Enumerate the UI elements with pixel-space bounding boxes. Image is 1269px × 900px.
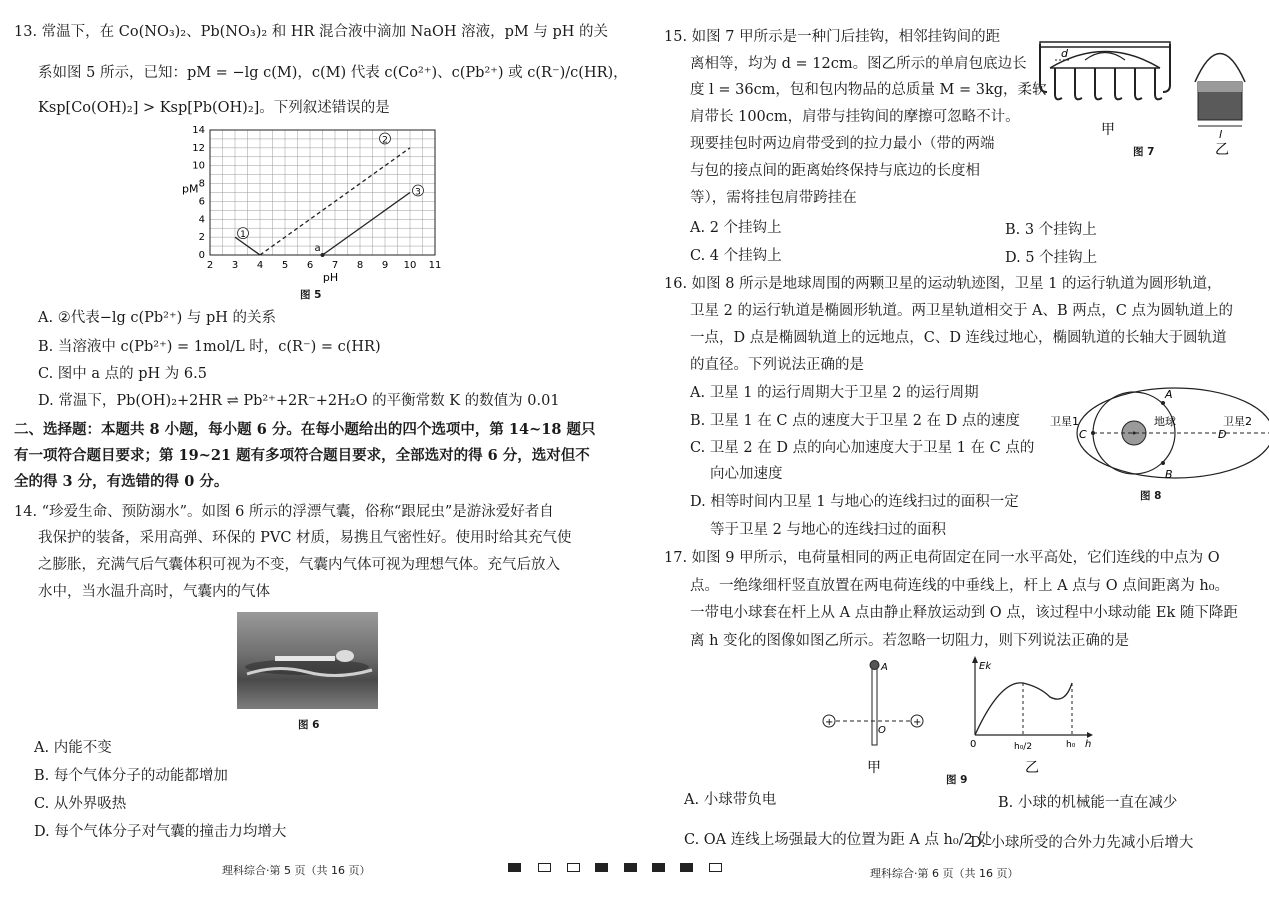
series-line-3 bbox=[323, 193, 411, 256]
point-c-label: C bbox=[1079, 428, 1087, 441]
x-tick-label: 6 bbox=[306, 260, 314, 271]
annotation-point-a bbox=[321, 253, 325, 257]
fig7-yi-label: 乙 bbox=[1215, 142, 1229, 158]
section2-line3: 全的得 3 分，有选错的得 0 分。 bbox=[14, 473, 229, 490]
page-marker-7 bbox=[680, 863, 693, 872]
x-tick-label: 11 bbox=[428, 260, 442, 271]
fig9-yi-energy-graph bbox=[965, 655, 1095, 785]
page-marker-4 bbox=[595, 863, 608, 872]
h-axis-label: h bbox=[1085, 739, 1092, 750]
q17-option-a: A. 小球带负电 bbox=[684, 792, 777, 808]
h0-label: h₀ bbox=[1066, 740, 1076, 750]
q16-line2: 卫星 2 的运行轨道是椭圆形轨道。两卫星轨道相交于 A、B 两点，C 点为圆轨道上的 bbox=[690, 303, 1233, 319]
fig9-jia-label: 甲 bbox=[867, 760, 881, 776]
q15-option-b: B. 3 个挂钩上 bbox=[1005, 222, 1097, 238]
y-tick-label: 14 bbox=[192, 125, 205, 136]
q14-line3: 之膨胀，充满气后气囊体积可视为不变，气囊内气体可视为理想气体。充气后放入 bbox=[38, 557, 560, 573]
q17-option-d: D. 小球所受的合外力先减小后增大 bbox=[970, 835, 1194, 851]
q17-option-b: B. 小球的机械能一直在减少 bbox=[998, 795, 1178, 811]
q17-line4: 离 h 变化的图像如图乙所示。若忽略一切阻力，则下列说法正确的是 bbox=[690, 633, 1130, 649]
footer-page5: 理科综合·第 5 页（共 16 页） bbox=[222, 864, 371, 877]
q15-line4: 肩带长 100cm，肩带与挂钩间的摩擦可忽略不计。 bbox=[690, 109, 1020, 125]
q15-line1: 15. 如图 7 甲所示是一种门后挂钩，相邻挂钩间的距 bbox=[664, 29, 1001, 45]
q13-option-d: D. 常温下，Pb(OH)₂+2HR ⇌ Pb²⁺+2R⁻+2H₂O 的平衡常数 K 的数值为 0.01 bbox=[38, 393, 560, 409]
q16-option-a: A. 卫星 1 的运行周期大于卫星 2 的运行周期 bbox=[690, 385, 979, 401]
page-marker-2 bbox=[538, 863, 551, 872]
h0-half-label: h₀/2 bbox=[1014, 742, 1033, 752]
q16-option-c1: C. 卫星 2 在 D 点的向心加速度大于卫星 1 在 C 点的 bbox=[690, 440, 1035, 456]
q17-option-c: C. OA 连线上场强最大的位置为距 A 点 h₀/2 处 bbox=[684, 832, 992, 848]
fig9-jia-rod-diagram bbox=[820, 655, 940, 785]
series-label-1: 1 bbox=[240, 230, 246, 241]
sat2-label: 卫星2 bbox=[1223, 415, 1252, 428]
q15-line2: 离相等，均为 d = 12cm。图乙所示的单肩包底边长 bbox=[690, 56, 1027, 72]
q15-option-a: A. 2 个挂钩上 bbox=[690, 220, 782, 236]
q15-line7: 等），需将挂包肩带跨挂在 bbox=[690, 190, 857, 206]
origin-label: 0 bbox=[970, 739, 977, 750]
section2-line1: 二、选择题：本题共 8 小题，每小题 6 分。在每小题给出的四个选项中，第 14~18 题只 bbox=[14, 421, 596, 438]
fig7-l-label: l bbox=[1219, 128, 1223, 141]
fig6-swimmer-photo bbox=[237, 612, 378, 709]
q16-line1: 16. 如图 8 所示是地球周围的两颗卫星的运动轨迹图，卫星 1 的运行轨道为圆形轨道， bbox=[664, 276, 1222, 292]
q14-line4: 水中，当水温升高时，气囊内的气体 bbox=[38, 584, 270, 600]
svg-text:+: + bbox=[913, 717, 922, 728]
q15-option-d: D. 5 个挂钩上 bbox=[1005, 250, 1098, 266]
fig5-caption: 图 5 bbox=[300, 289, 322, 301]
fig5-chart bbox=[180, 120, 450, 290]
q15-line6: 与包的接点间的距离始终保持与底边的长度相 bbox=[690, 163, 980, 179]
q13-line3: Ksp[Co(OH)₂] > Ksp[Pb(OH)₂]。下列叙述错误的是 bbox=[38, 100, 390, 116]
y-tick-label: 0 bbox=[198, 250, 205, 261]
fig9-caption: 图 9 bbox=[946, 774, 968, 786]
x-tick-label: 9 bbox=[381, 260, 389, 271]
x-tick-label: 3 bbox=[231, 260, 239, 271]
q14-option-d: D. 每个气体分子对气囊的撞击力均增大 bbox=[34, 824, 287, 840]
page-marker-3 bbox=[567, 863, 580, 872]
page-marker-5 bbox=[624, 863, 637, 872]
x-tick-label: 7 bbox=[331, 260, 339, 271]
ek-axis-label: Ek bbox=[979, 661, 992, 672]
fig9-point-o: O bbox=[878, 725, 886, 736]
y-tick-label: 4 bbox=[198, 214, 205, 226]
q13-option-b: B. 当溶液中 c(Pb²⁺) = 1mol/L 时，c(R⁻) = c(HR) bbox=[38, 339, 381, 355]
page-marker-8 bbox=[709, 863, 722, 872]
y-tick-label: 8 bbox=[198, 178, 205, 190]
sat1-label: 卫星1 bbox=[1050, 415, 1079, 428]
fig9-point-a: A bbox=[881, 662, 888, 673]
x-tick-label: 2 bbox=[206, 260, 214, 271]
q15-option-c: C. 4 个挂钩上 bbox=[690, 248, 782, 264]
q14-option-b: B. 每个气体分子的动能都增加 bbox=[34, 768, 228, 784]
y-tick-label: 2 bbox=[198, 232, 205, 244]
q16-option-c2: 向心加速度 bbox=[710, 466, 783, 482]
q16-option-d2: 等于卫星 2 与地心的连线扫过的面积 bbox=[710, 522, 946, 538]
q16-line4: 的直径。下列说法正确的是 bbox=[690, 357, 864, 373]
y-axis-label: pM bbox=[182, 182, 199, 196]
q16-line3: 一点，D 点是椭圆轨道上的远地点，C、D 连线过地心，椭圆轨道的长轴大于圆轨道 bbox=[690, 330, 1227, 346]
fig8-orbit-diagram bbox=[1050, 385, 1260, 495]
fig7-d-label: d bbox=[1061, 47, 1068, 60]
section2-line2: 有一项符合题目要求；第 19~21 题有多项符合题目要求，全部选对的得 6 分，选对但不 bbox=[14, 447, 590, 464]
q16-option-b: B. 卫星 1 在 C 点的速度大于卫星 2 在 D 点的速度 bbox=[690, 413, 1020, 429]
x-axis-label: pH bbox=[322, 271, 339, 284]
x-tick-label: 4 bbox=[256, 260, 264, 271]
q15-line5: 现要挂包时两边肩带受到的拉力最小（带的两端 bbox=[690, 136, 995, 152]
fig7-jia-label: 甲 bbox=[1101, 122, 1115, 138]
y-tick-label: 6 bbox=[198, 196, 205, 208]
x-tick-label: 5 bbox=[281, 260, 289, 271]
fig6-caption: 图 6 bbox=[298, 719, 320, 731]
q17-line2: 点。一绝缘细杆竖直放置在两电荷连线的中垂线上，杆上 A 点与 O 点间距离为 h₀。 bbox=[690, 578, 1230, 594]
q13-line1: 13. 常温下，在 Co(NO₃)₂、Pb(NO₃)₂ 和 HR 混合液中滴加 NaOH 溶液，pM 与 pH 的关 bbox=[14, 24, 609, 40]
earth-label: 地球 bbox=[1154, 415, 1176, 428]
y-tick-label: 12 bbox=[192, 142, 205, 154]
series-label-3: 3 bbox=[415, 187, 421, 198]
q14-option-a: A. 内能不变 bbox=[34, 740, 112, 756]
point-b-label: B bbox=[1165, 468, 1173, 481]
q13-option-a: A. ②代表−lg c(Pb²⁺) 与 pH 的关系 bbox=[38, 310, 277, 326]
svg-text:+: + bbox=[825, 717, 834, 728]
fig7-caption: 图 7 bbox=[1133, 146, 1155, 158]
footer-page6: 理科综合·第 6 页（共 16 页） bbox=[870, 867, 1019, 880]
q16-option-d1: D. 相等时间内卫星 1 与地心的连线扫过的面积一定 bbox=[690, 494, 1019, 510]
fig8-caption: 图 8 bbox=[1140, 490, 1162, 502]
q14-line1: 14. “珍爱生命、预防溺水”。如图 6 所示的浮漂气囊，俗称“跟屁虫”是游泳爱好者自 bbox=[14, 504, 554, 520]
q15-line3: 度 l = 36cm，包和包内物品的总质量 M = 3kg，柔软 bbox=[690, 82, 1047, 98]
point-d-label: D bbox=[1218, 428, 1227, 441]
page-marker-1 bbox=[508, 863, 521, 872]
q14-line2: 我保护的装备，采用高弹、环保的 PVC 材质，易携且气密性好。使用时给其充气使 bbox=[38, 530, 572, 546]
q17-line1: 17. 如图 9 甲所示，电荷量相同的两正电荷固定在同一水平高处，它们连线的中点为 O bbox=[664, 550, 1220, 566]
q13-option-c: C. 图中 a 点的 pH 为 6.5 bbox=[38, 366, 207, 382]
fig9-yi-label: 乙 bbox=[1025, 760, 1039, 776]
point-a-label: A bbox=[1165, 388, 1173, 401]
q17-line3: 一带电小球套在杆上从 A 点由静止释放运动到 O 点，该过程中小球动能 Ek 随下降距 bbox=[690, 605, 1238, 621]
q14-option-c: C. 从外界吸热 bbox=[34, 796, 127, 812]
page-marker-6 bbox=[652, 863, 665, 872]
x-tick-label: 10 bbox=[403, 260, 417, 271]
series-label-2: 2 bbox=[382, 135, 388, 146]
q13-line2: 系如图 5 所示，已知：pM = −lg c(M)，c(M) 代表 c(Co²⁺)、c(Pb²⁺) 或 c(R⁻)/c(HR)， bbox=[38, 65, 628, 81]
x-tick-label: 8 bbox=[356, 260, 364, 271]
annotation-label-a: a bbox=[314, 243, 321, 254]
y-tick-label: 10 bbox=[192, 160, 205, 172]
